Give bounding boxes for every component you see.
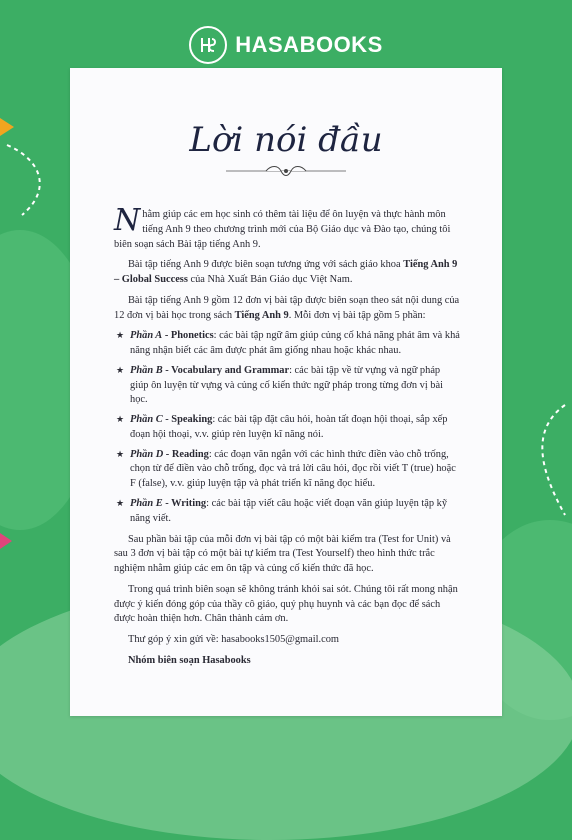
list-item: ★ Phần E - Writing: các bài tập viết câu hoặc viết đoạn văn giúp luyện tập kỹ năng viết. (116, 498, 448, 524)
pencil-icon (0, 533, 12, 549)
list-item: ★ Phần A - Phonetics: các bài tập ngữ âm giúp củng cố khả năng phát âm và khả năng nhận biết các âm được phát âm giống nhau hoặc khác nhau. (116, 330, 460, 357)
intro-paragraph: Nhằm giúp các em học sinh có thêm tài liệu để ôn luyện và thực hành môn tiếng Anh 9 theo chương trình mới của Bộ Giáo dục và Đào tạo, chúng tôi biên soạn sách Bài tập tiếng Anh 9. (114, 203, 451, 250)
star-icon: ★ (116, 414, 125, 425)
dashed-path-decoration (2, 140, 62, 220)
preface-body (114, 203, 460, 675)
paragraph: Bài tập tiếng Anh 9 gồm 12 đơn vị bài tập được biên soạn theo sát nội dung của 12 đơn vị bài học trong sách Tiếng Anh 9. Mỗi đơn vị bài tập gồm 5 phần: (114, 294, 460, 321)
pencil-icon (0, 118, 14, 136)
star-icon: ★ (116, 448, 125, 459)
star-icon: ★ (116, 364, 125, 375)
signature: Nhóm biên soạn Hasabooks (128, 654, 251, 666)
brand-logo (0, 26, 572, 64)
document-page (70, 68, 502, 716)
paragraph: Sau phần bài tập của mỗi đơn vị bài tập có một bài kiểm tra (Test for Unit) và sau 3 đơn vị bài tập có một bài tự kiểm tra (Test Yourself) theo hình thức trắc nghiệm nhằm giúp các em ôn tập và củng cố kiến thức đã học. (114, 533, 451, 575)
dashed-path-decoration (510, 400, 570, 520)
list-item: ★ Phần C - Speaking: các bài tập đặt câu hỏi, hoàn tất đoạn hội thoại, sắp xếp đoạn hội thoại, v.v. giúp rèn luyện kĩ năng nói. (116, 414, 448, 440)
flourish-divider (226, 164, 346, 178)
star-icon: ★ (116, 498, 125, 509)
page-title: Lời nói đầu (189, 120, 383, 160)
logo-icon (189, 26, 227, 64)
paragraph: Trong quá trình biên soạn sẽ không tránh khỏi sai sót. Chúng tôi rất mong nhận được ý kiến đóng góp của thầy cô giáo, quý phụ huynh và các bạn đọc để sách được hoàn thiện hơn. Chân thành cảm ơn. (114, 583, 458, 625)
brand-name: HASABOOKS (235, 32, 383, 57)
list-item: ★ Phần B - Vocabulary and Grammar: các bài tập về từ vựng và ngữ pháp giúp ôn luyện từ vựng và củng cố kiến thức ngữ pháp trong từng đơn vị bài học. (116, 364, 443, 406)
drop-cap: N (114, 203, 141, 238)
contact-line: Thư góp ý xin gửi về: hasabooks1505@gmail.com (128, 634, 340, 646)
star-icon: ★ (116, 330, 125, 341)
parts-list (114, 329, 460, 526)
paragraph: Bài tập tiếng Anh 9 được biên soạn tương ứng với sách giáo khoa Tiếng Anh 9 – Global Success của Nhà Xuất Bản Giáo dục Việt Nam. (114, 259, 458, 286)
list-item: ★ Phần D - Reading: các đoạn văn ngắn với các hình thức điền vào chỗ trống, chọn từ để điền vào chỗ trống, đọc và trả lời câu hỏi, đọc rồi viết T (true) hoặc F (false), v.v. giúp luyện tập và phát triển kĩ năng đọc hiểu. (116, 448, 456, 490)
